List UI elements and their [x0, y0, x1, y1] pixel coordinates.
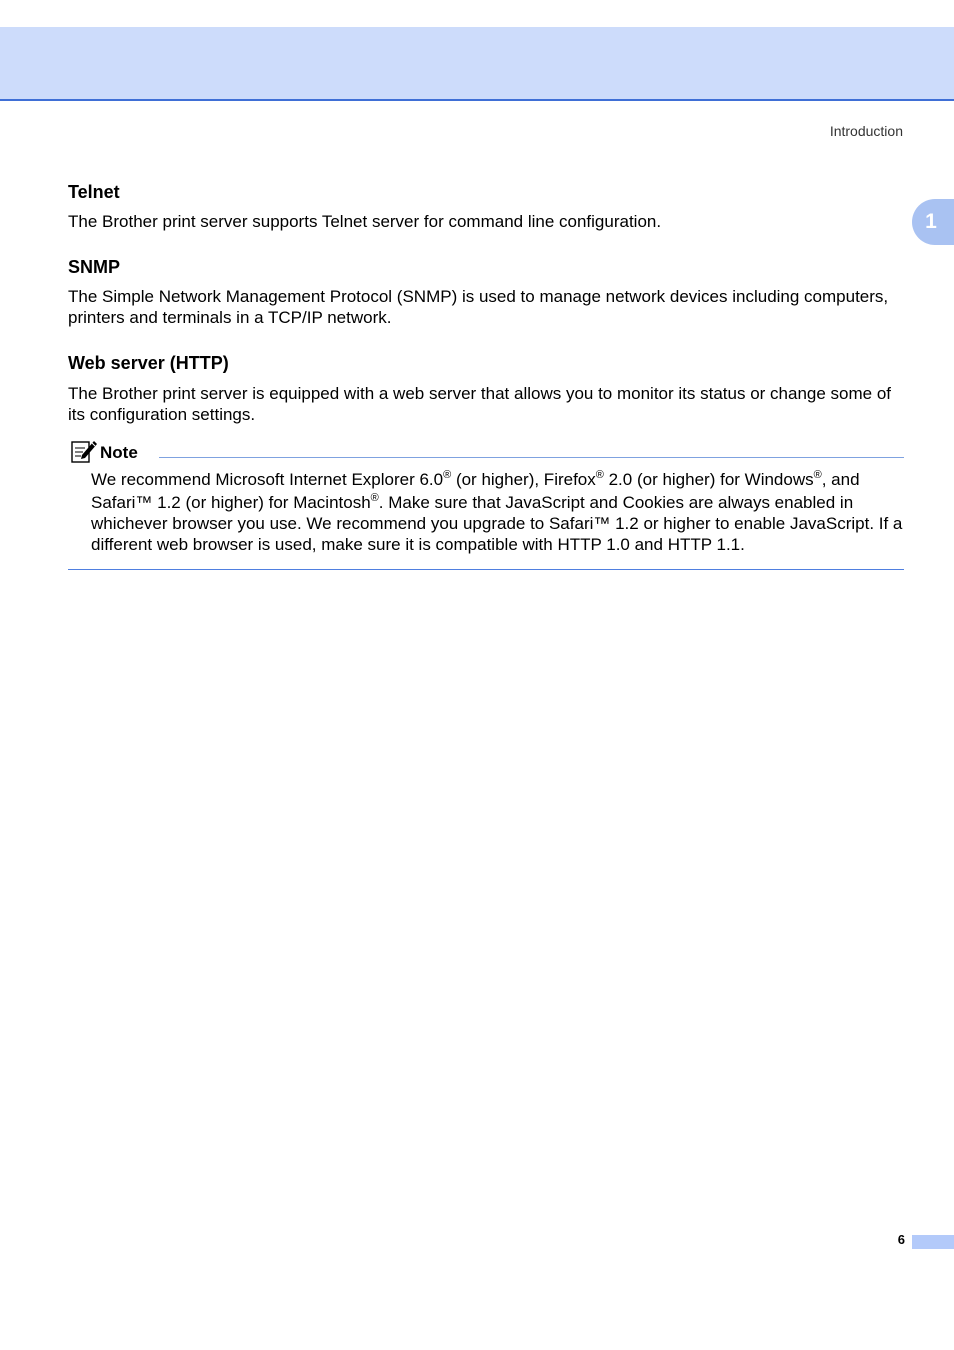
page-tab [912, 1235, 954, 1249]
note-top-rule [159, 457, 904, 458]
note-bottom-rule [68, 569, 904, 570]
section-body: The Brother print server supports Telnet server for command line configuration. [68, 212, 662, 231]
header-band [0, 27, 954, 101]
running-header: Introduction [829, 123, 903, 139]
note-pencil-icon [70, 438, 98, 464]
chapter-number: 1 [925, 210, 937, 233]
note-line-1: We recommend Microsoft Internet Explorer 6.0® (or higher), Firefox® 2.0 (or higher) for Windows®, and [91, 469, 860, 489]
note-rest: whichever browser you use. We recommend you upgrade to Safari™ 1.2 or higher to enable JavaScript. If a different web browser is used, make sure it is compatible with HTTP 1.0 and HTTP 1.1. [91, 514, 903, 554]
note-body [91, 469, 906, 555]
note-label: Note [100, 443, 138, 462]
chapter-tab [912, 199, 954, 245]
section-heading: SNMP [68, 257, 121, 277]
section-web-server [68, 352, 904, 425]
note-line-2: Safari™ 1.2 (or higher) for Macintosh®. Make sure that JavaScript and Cookies are always enabled in [91, 492, 854, 512]
section-snmp [68, 256, 904, 328]
section-heading: Telnet [68, 182, 120, 202]
section-heading: Web server (HTTP) [68, 353, 229, 373]
page-number: 6 [897, 1232, 905, 1247]
note-header [70, 438, 904, 462]
section-body: The Brother print server is equipped with a web server that allows you to monitor its status or change some of its configuration settings. [68, 384, 892, 424]
section-body: The Simple Network Management Protocol (SNMP) is used to manage network devices including computers, printers and terminals in a TCP/IP network. [68, 287, 889, 327]
section-telnet [68, 181, 904, 232]
